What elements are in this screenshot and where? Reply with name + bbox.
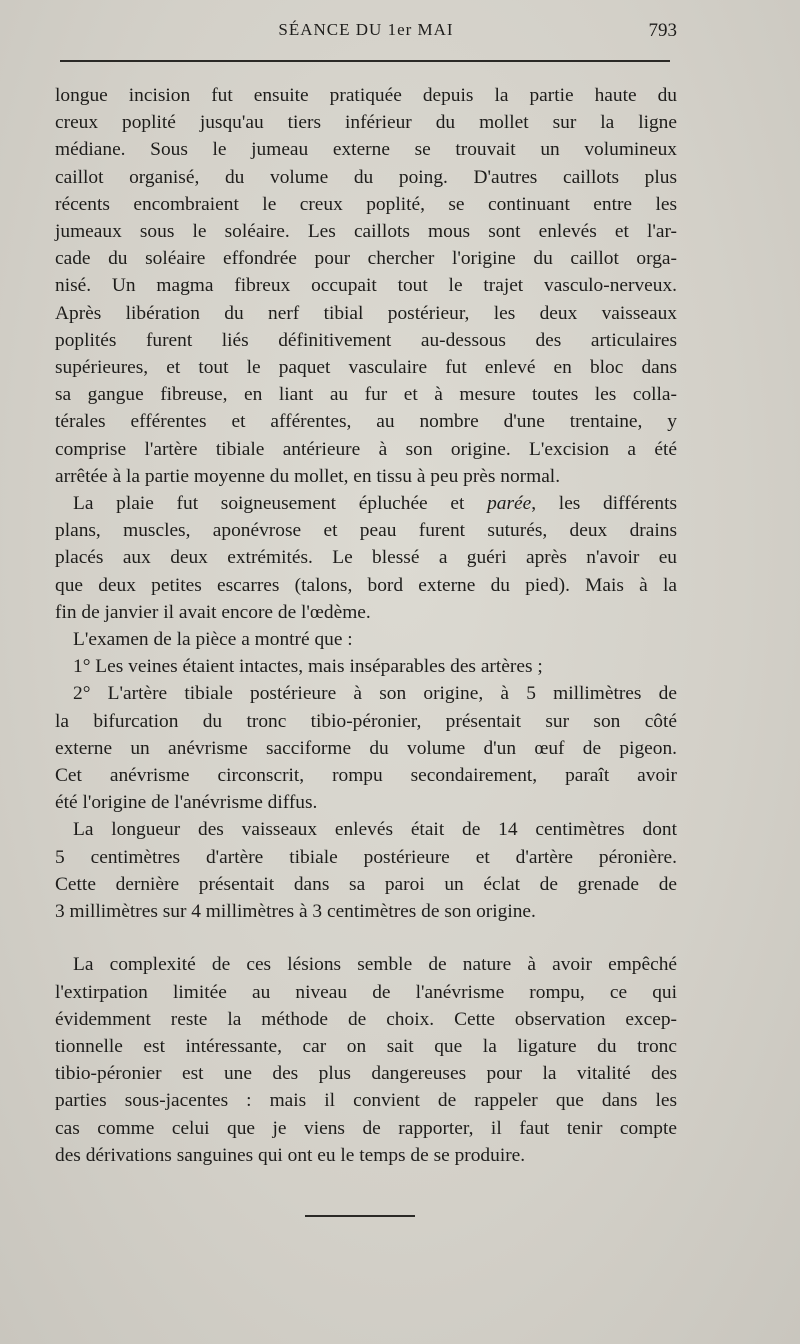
text-line: jumeaux sous le soléaire. Les caillots mous sont enlevés et l'ar- <box>55 221 677 243</box>
paragraph-conclusion <box>55 951 677 1169</box>
text-line: Cet anévrisme circonscrit, rompu secondairement, paraît avoir <box>55 765 677 787</box>
paragraph-surgery-description <box>55 82 677 490</box>
text-line: récents encombraient le creux poplité, se continuant entre les <box>55 193 677 215</box>
text-line: parties sous-jacentes : mais il convient de rappeler que dans les <box>55 1090 677 1112</box>
text-line: 3 millimètres sur 4 millimètres à 3 centimètres de son origine. <box>55 901 536 923</box>
paragraph-wound-care <box>55 490 677 626</box>
text-line: cade du soléaire effondrée pour chercher l'origine du caillot orga- <box>55 248 677 270</box>
text-line: fin de janvier il avait encore de l'œdème. <box>55 601 371 623</box>
text-line: 2° L'artère tibiale postérieure à son origine, à 5 millimètres de <box>73 683 677 705</box>
text-run: La plaie fut soigneusement épluchée et <box>73 493 488 515</box>
text-line: La complexité de ces lésions semble de nature à avoir empêché <box>73 954 677 976</box>
body-text <box>55 82 677 1169</box>
paragraph-vessel-length <box>55 816 677 925</box>
text-run: , les différents <box>531 493 678 515</box>
text-line: l'extirpation limitée au niveau de l'anévrisme rompu, ce qui <box>55 981 677 1003</box>
text-line: placés aux deux extrémités. Le blessé a guéri après n'avoir eu <box>55 547 677 569</box>
text-line: tionnelle est intéressante, car on sait que la ligature du tronc <box>55 1035 677 1057</box>
paragraph-finding-2 <box>55 680 677 816</box>
running-title: SÉANCE DU 1er MAI <box>278 20 454 39</box>
text-line: 1° Les veines étaient intactes, mais inséparables des artères ; <box>73 656 543 678</box>
text-line: sa gangue fibreuse, en liant au fur et à mesure toutes les colla- <box>55 384 677 406</box>
text-line: cas comme celui que je viens de rapporter, il faut tenir compte <box>55 1117 677 1139</box>
text-line: 5 centimètres d'artère tibiale postérieure et d'artère péronière. <box>55 846 677 868</box>
text-line: médiane. Sous le jumeau externe se trouvait un volumineux <box>55 139 677 161</box>
text-line: Cette dernière présentait dans sa paroi un éclat de grenade de <box>55 873 677 895</box>
paragraph-gap <box>55 925 677 951</box>
page-number: 793 <box>648 20 677 41</box>
text-line: Après libération du nerf tibial postérieur, les deux vaisseaux <box>55 302 677 324</box>
text-line: évidemment reste la méthode de choix. Cette observation excep- <box>55 1008 677 1030</box>
text-line: poplités furent liés définitivement au-dessous des articulaires <box>55 329 677 351</box>
text-line: supérieures, et tout le paquet vasculaire fut enlevé en bloc dans <box>55 357 677 379</box>
text-line: que deux petites escarres (talons, bord externe du pied). Mais à la <box>55 574 677 596</box>
text-line: arrêtée à la partie moyenne du mollet, en tissu à peu près normal. <box>55 465 561 487</box>
text-line: des dérivations sanguines qui ont eu le temps de se produire. <box>55 1144 526 1166</box>
paragraph-examination-intro <box>55 626 677 653</box>
text-line: caillot organisé, du volume du poing. D'autres caillots plus <box>55 166 677 188</box>
running-head <box>55 20 677 44</box>
text-line: L'examen de la pièce a montré que : <box>73 629 353 651</box>
text-line: creux poplité jusqu'au tiers inférieur du mollet sur la ligne <box>55 112 677 134</box>
text-line: La longueur des vaisseaux enlevés était de 14 centimètres dont <box>73 819 677 841</box>
closing-rule <box>305 1215 415 1217</box>
text-line <box>55 490 677 517</box>
text-line: tibio-péronier est une des plus dangereuses pour la vitalité des <box>55 1063 677 1085</box>
italic-word: parée <box>487 493 532 515</box>
text-line: longue incision fut ensuite pratiquée depuis la partie haute du <box>55 85 677 106</box>
header-rule <box>60 60 670 62</box>
text-line: comprise l'artère tibiale antérieure à son origine. L'excision a été <box>55 438 677 460</box>
text-line: plans, muscles, aponévrose et peau furent suturés, deux drains <box>55 520 677 542</box>
paragraph-finding-1 <box>55 653 677 680</box>
text-line: nisé. Un magma fibreux occupait tout le trajet vasculo-nerveux. <box>55 275 677 297</box>
text-line: externe un anévrisme sacciforme du volume d'un œuf de pigeon. <box>55 737 677 759</box>
text-line: été l'origine de l'anévrisme diffus. <box>55 792 318 814</box>
text-line: térales efférentes et afférentes, au nombre d'une trentaine, y <box>55 411 677 433</box>
text-line: la bifurcation du tronc tibio-péronier, présentait sur son côté <box>55 710 677 732</box>
